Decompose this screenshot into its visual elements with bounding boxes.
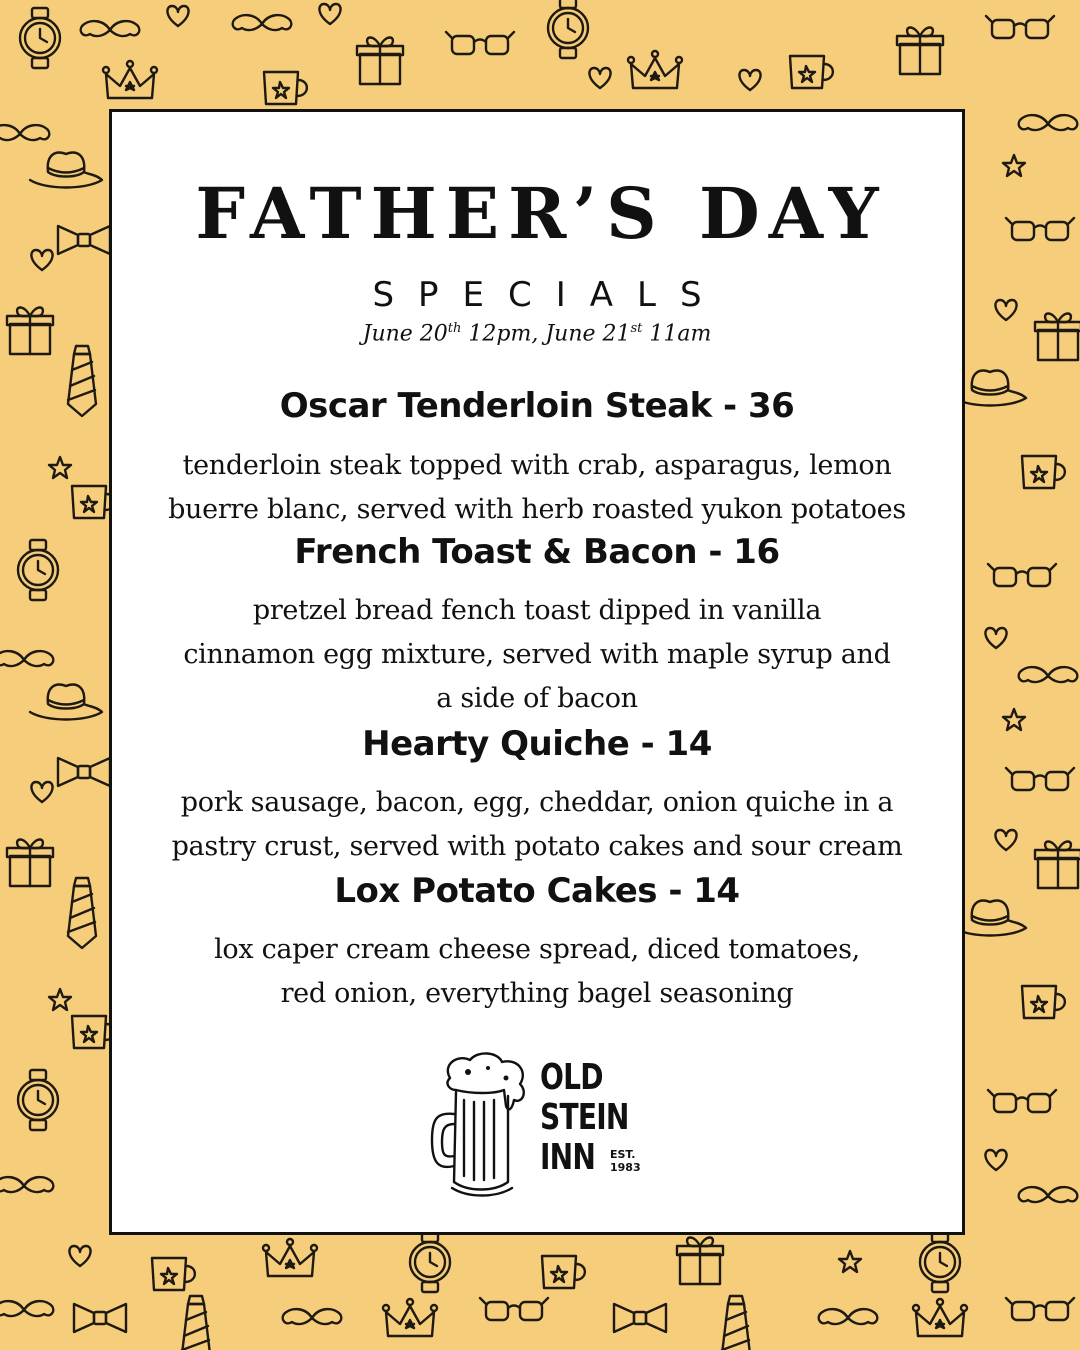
gift-icon [1035, 314, 1080, 361]
logo-established [610, 1148, 641, 1174]
description-line: pretzel bread fench toast dipped in vanilla [252, 595, 822, 626]
date-suffix: th [447, 321, 462, 336]
old-stein-inn-logo [428, 1050, 648, 1200]
watch-icon [20, 8, 60, 68]
heart-icon [589, 68, 610, 88]
mustache-icon [819, 1309, 878, 1324]
hat-icon [30, 685, 102, 720]
crown-icon [913, 1299, 967, 1336]
heart-icon [985, 1150, 1006, 1170]
description-line: pork sausage, bacon, egg, cheddar, onion quiche in a [180, 787, 894, 818]
mug-icon [1022, 456, 1065, 488]
crown-icon [383, 1299, 437, 1336]
mustache-icon [1019, 1187, 1078, 1202]
watch-icon [18, 540, 58, 600]
mug-icon [264, 72, 307, 104]
date-text: 12pm, June 21 [461, 321, 631, 347]
beer-mug-icon [428, 1050, 540, 1200]
watch-icon [18, 1070, 58, 1130]
mustache-icon [233, 15, 292, 30]
heart-icon [31, 782, 52, 802]
description-line: buerre blanc, served with herb roasted yukon potatoes [168, 494, 906, 525]
bowtie-icon [58, 758, 110, 786]
necktie-icon [68, 878, 96, 948]
mug-icon [790, 56, 833, 88]
necktie-icon [68, 346, 96, 416]
date-text: June 20 [362, 321, 448, 347]
star-icon [49, 457, 71, 478]
menu-item-description [142, 928, 932, 1016]
mustache-icon [0, 125, 49, 140]
event-dates [112, 321, 962, 346]
logo-line: STEIN [540, 1097, 629, 1138]
gift-icon [677, 1238, 723, 1285]
subtitle: SPECIALS [372, 275, 726, 315]
star-icon [1003, 709, 1025, 730]
necktie-icon [722, 1296, 750, 1350]
date-suffix: st [630, 321, 643, 336]
mustache-icon [283, 1309, 342, 1324]
bowtie-icon [614, 1304, 666, 1332]
mug-icon [152, 1258, 195, 1290]
star-icon [1003, 155, 1025, 176]
menu-item-description [142, 444, 932, 532]
glasses-icon [1006, 768, 1074, 790]
mug-icon [542, 1256, 585, 1288]
glasses-icon [480, 1298, 548, 1320]
menu-card [109, 109, 965, 1235]
heart-icon [319, 4, 340, 24]
watch-icon [920, 1232, 960, 1292]
mustache-icon [81, 21, 140, 36]
menu-item-description [142, 589, 932, 721]
star-icon [839, 1251, 861, 1272]
hat-icon [30, 153, 102, 188]
description-line: lox caper cream cheese spread, diced tomatoes, [214, 934, 860, 965]
watch-icon [548, 0, 588, 58]
menu-item-name: French Toast & Bacon - 16 [294, 532, 780, 572]
watch-icon [410, 1232, 450, 1292]
heart-icon [995, 830, 1016, 850]
est-year: 1983 [610, 1161, 641, 1174]
glasses-icon [988, 1090, 1056, 1112]
crown-icon [103, 61, 157, 98]
description-line: pastry crust, served with potato cakes and sour cream [171, 831, 903, 862]
bowtie-icon [74, 1304, 126, 1332]
logo-line: INN [540, 1137, 596, 1178]
mustache-icon [0, 1177, 53, 1192]
glasses-icon [986, 16, 1054, 38]
glasses-icon [1006, 218, 1074, 240]
gift-icon [897, 28, 943, 75]
menu-item-name: Lox Potato Cakes - 14 [334, 871, 740, 911]
description-line: cinnamon egg mixture, served with maple syrup and [183, 639, 891, 670]
date-text: 11am [642, 321, 712, 347]
mustache-icon [1019, 115, 1078, 130]
gift-icon [7, 308, 53, 355]
glasses-icon [988, 564, 1056, 586]
glasses-icon [1006, 1298, 1074, 1320]
description-line: red onion, everything bagel seasoning [280, 978, 794, 1009]
crown-icon [263, 1239, 317, 1276]
crown-icon [628, 51, 682, 88]
heart-icon [167, 6, 188, 26]
page-title: FATHER’S DAY [195, 172, 888, 255]
heart-icon [995, 300, 1016, 320]
est-label: EST. [610, 1148, 636, 1161]
gift-icon [1035, 842, 1080, 889]
necktie-icon [182, 1296, 210, 1350]
menu-item-name: Hearty Quiche - 14 [362, 724, 712, 764]
mustache-icon [0, 651, 53, 666]
menu-item-description [142, 781, 932, 869]
gift-icon [357, 38, 403, 85]
heart-icon [739, 70, 760, 90]
heart-icon [985, 628, 1006, 648]
menu-item-name: Oscar Tenderloin Steak - 36 [279, 386, 795, 426]
description-line: tenderloin steak topped with crab, asparagus, lemon [182, 450, 892, 481]
star-icon [49, 989, 71, 1010]
description-line: a side of bacon [436, 683, 638, 714]
heart-icon [69, 1246, 90, 1266]
glasses-icon [446, 32, 514, 54]
gift-icon [7, 840, 53, 887]
heart-icon [31, 250, 52, 270]
logo-line: OLD [540, 1057, 603, 1098]
mustache-icon [0, 1301, 53, 1316]
mug-icon [1022, 986, 1065, 1018]
bowtie-icon [58, 226, 110, 254]
mustache-icon [1019, 667, 1078, 682]
